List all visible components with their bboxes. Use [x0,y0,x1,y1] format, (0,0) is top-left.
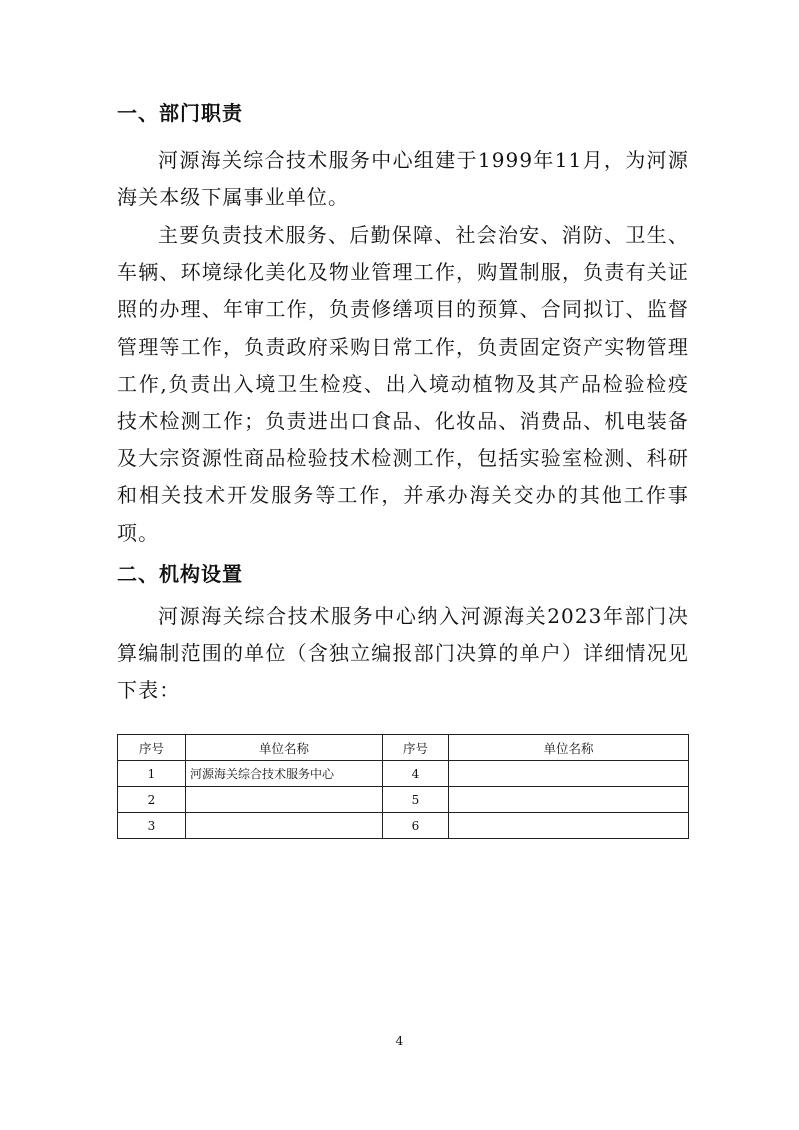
table-row [118,813,689,839]
section-heading-duties: 一、部门职责 [117,101,243,125]
cell-unit-name: 河源海关综合技术服务中心 [186,761,383,787]
cell-seq: 5 [383,787,449,813]
paragraph-establishment: 河源海关综合技术服务中心组建于1999年11月，为河源海关本级下属事业单位。 [117,148,689,210]
header-unit-name-1: 单位名称 [186,735,383,761]
cell-unit-name [449,813,689,839]
table-row [118,787,689,813]
header-seq-2: 序号 [383,735,449,761]
page-number: 4 [395,1034,404,1048]
cell-seq: 1 [118,761,186,787]
table-row [118,761,689,787]
header-unit-name-2: 单位名称 [449,735,689,761]
paragraph-responsibilities: 主要负责技术服务、后勤保障、社会治安、消防、卫生、车辆、环境绿化美化及物业管理工作，购置制服，负责有关证照的办理、年审工作，负责修缮项目的预算、合同拟订、监督管理等工作，负责政府采购日常工作，负责固定资产实物管理工作,负责出入境卫生检疫、出入境动植物及其产品检验检疫技术检测工作；负责进出口食品、化妆品、消费品、机电装备及大宗资源性商品检验技术检测工作，包括实验室检测、科研和相关技术开发服务等工作，并承办海关交办的其他工作事项。 [117,223,689,545]
units-table [117,734,689,839]
cell-unit-name [449,761,689,787]
paragraph-structure: 河源海关综合技术服务中心纳入河源海关2023年部门决算编制范围的单位（含独立编报部门决算的单户）详细情况见下表： [117,604,689,703]
cell-seq: 4 [383,761,449,787]
cell-unit-name [449,787,689,813]
section-heading-structure: 二、机构设置 [117,562,243,586]
table-header-row [118,735,689,761]
cell-unit-name [186,813,383,839]
header-seq-1: 序号 [118,735,186,761]
cell-seq: 2 [118,787,186,813]
cell-unit-name [186,787,383,813]
cell-seq: 3 [118,813,186,839]
cell-seq: 6 [383,813,449,839]
